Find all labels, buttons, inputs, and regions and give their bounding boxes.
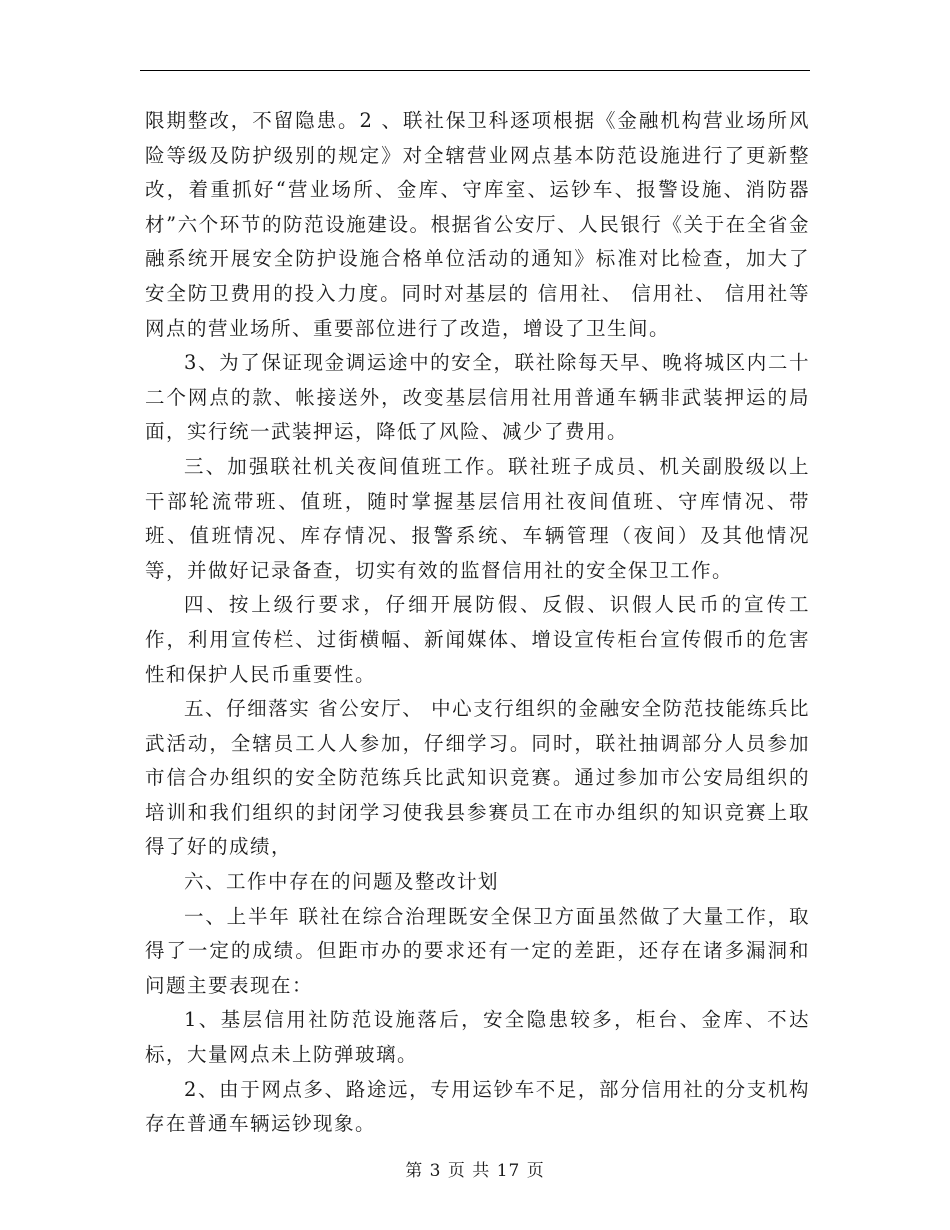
page-number-footer: 第 3 页 共 17 页 [405,1161,545,1181]
section-heading: 六、工作中存在的问题及整改计划 [184,870,500,894]
paragraph: 3、为了保证现金调运途中的安全，联社除每天早、晚将城区内二十二个网点的款、帐接送外，改变基层信用社用普通车辆非武装押运的局面，实行统一武装押运，降低了风险、减少了费用。 [145,351,810,444]
paragraph: 限期整改，不留隐患。2 、联社保卫科逐项根据《金融机构营业场所风险等级及防护级别的规定》对全辖营业网点基本防范设施进行了更新整改，着重抓好“营业场所、金库、守库室、运钞车、报警设施、消防器材”六个环节的防范设施建设。根据省公安厅、人民银行《关于在全省金融系统开展安全防护设施合格单位活动的通知》标准对比检查，加大了安全防卫费用的投入力度。同时对基层的 信用社、 信用社、 信用社等网点的营业场所、重要部位进行了改造，增设了卫生间。 [145,109,810,340]
document-body [145,104,810,1142]
paragraph: 一、上半年 联社在综合治理既安全保卫方面虽然做了大量工作，取得了一定的成绩。但距市办的要求还有一定的差距，还存在诸多漏洞和问题主要表现在： [145,904,810,997]
paragraph: 三、加强联社机关夜间值班工作。联社班子成员、机关副股级以上干部轮流带班、值班，随时掌握基层信用社夜间值班、守库情况、带班、值班情况、库存情况、报警系统、车辆管理（夜间）及其他情况等，并做好记录备查，切实有效的监督信用社的安全保卫工作。 [145,454,810,582]
paragraph: 1、基层信用社防范设施落后，安全隐患较多，柜台、金库、不达标，大量网点未上防弹玻璃。 [145,1008,810,1067]
paragraph: 五、仔细落实 省公安厅、 中心支行组织的金融安全防范技能练兵比武活动，全辖员工人人参加，仔细学习。同时，联社抽调部分人员参加市信合办组织的安全防范练兵比武知识竞赛。通过参加市公安局组织的培训和我们组织的封闭学习使我县参赛员工在市办组织的知识竞赛上取得了好的成绩， [145,697,810,859]
paragraph: 2、由于网点多、路途远，专用运钞车不足，部分信用社的分支机构存在普通车辆运钞现象。 [145,1077,810,1136]
paragraph: 四、按上级行要求，仔细开展防假、反假、识假人民币的宣传工作，利用宣传栏、过街横幅、新闻媒体、增设宣传柜台宣传假币的危害性和保护人民币重要性。 [145,593,810,686]
header-divider [140,70,810,71]
